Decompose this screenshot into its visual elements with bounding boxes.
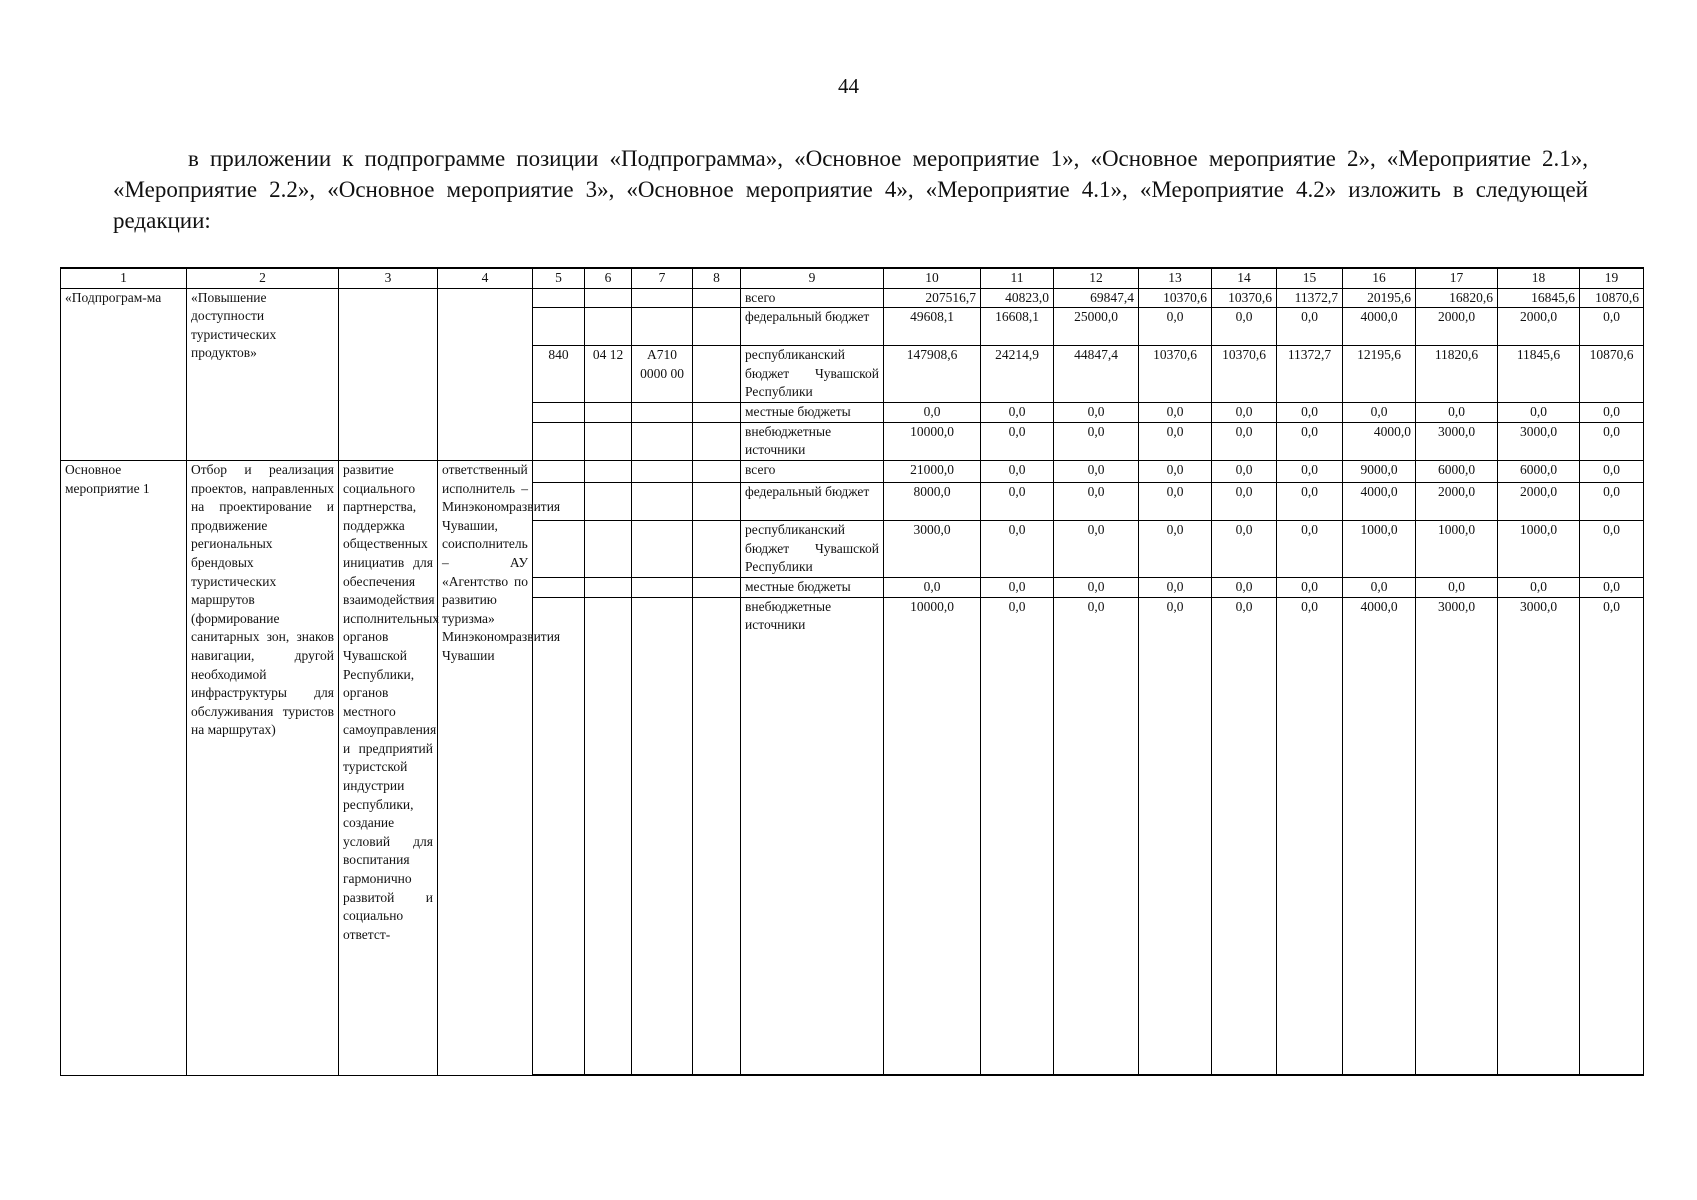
- amount: 16820,6: [1416, 288, 1498, 308]
- code-csr: [632, 403, 693, 423]
- amount: 0,0: [1277, 520, 1343, 577]
- amount: 0,0: [1212, 520, 1277, 577]
- amount: 0,0: [1277, 577, 1343, 597]
- amount: 3000,0: [1416, 597, 1498, 1075]
- code-csr: [632, 288, 693, 308]
- amount: 0,0: [1580, 520, 1644, 577]
- col-num: 4: [438, 268, 533, 288]
- code-grbs: [533, 520, 585, 577]
- col-num: 7: [632, 268, 693, 288]
- col-num: 16: [1343, 268, 1416, 288]
- amount: 0,0: [981, 403, 1054, 423]
- code-grbs: 840: [533, 346, 585, 403]
- amount: 11372,7: [1277, 288, 1343, 308]
- amount: 0,0: [1580, 482, 1644, 520]
- amount: 10370,6: [1139, 288, 1212, 308]
- amount: 20195,6: [1343, 288, 1416, 308]
- col-num: 11: [981, 268, 1054, 288]
- column-number-row: [61, 268, 1644, 288]
- code-vr: [693, 482, 741, 520]
- amount: 0,0: [1498, 577, 1580, 597]
- code-rzpr: [585, 422, 632, 460]
- code-csr: [632, 482, 693, 520]
- funding-source: федеральный бюджет: [741, 308, 884, 346]
- amount: 10000,0: [884, 422, 981, 460]
- amount: 10370,6: [1212, 288, 1277, 308]
- amount: 0,0: [1212, 422, 1277, 460]
- amount: 0,0: [1054, 460, 1139, 482]
- amount: 0,0: [1277, 422, 1343, 460]
- amount: 0,0: [1139, 308, 1212, 346]
- code-vr: [693, 520, 741, 577]
- col-num: 12: [1054, 268, 1139, 288]
- amount: 9000,0: [1343, 460, 1416, 482]
- amount: 2000,0: [1416, 308, 1498, 346]
- amount: 0,0: [1212, 597, 1277, 1075]
- amount: 1000,0: [1416, 520, 1498, 577]
- code-csr: [632, 597, 693, 1075]
- amount: 16845,6: [1498, 288, 1580, 308]
- amount: 3000,0: [1416, 422, 1498, 460]
- amount: 0,0: [1343, 403, 1416, 423]
- code-csr: А710 0000 00: [632, 346, 693, 403]
- amount: 0,0: [981, 422, 1054, 460]
- amount: 207516,7: [884, 288, 981, 308]
- amount: 24214,9: [981, 346, 1054, 403]
- code-grbs: [533, 288, 585, 308]
- amount: 3000,0: [1498, 422, 1580, 460]
- amount: 0,0: [1498, 403, 1580, 423]
- page-number: 44: [838, 74, 859, 98]
- code-vr: [693, 422, 741, 460]
- activity1-goal: развитие социального партнерства, поддержка общественных инициатив для обеспечения взаимодействия исполнительных органов Чувашской Республики, органов местного самоуправления и предприятий туристской индустрии республики, создание условий для воспитания гармонично развитой и социально ответст-: [339, 460, 438, 1075]
- code-csr: [632, 520, 693, 577]
- code-grbs: [533, 577, 585, 597]
- amount: 2000,0: [1416, 482, 1498, 520]
- amount: 4000,0: [1343, 597, 1416, 1075]
- amount: 0,0: [1580, 460, 1644, 482]
- code-csr: [632, 577, 693, 597]
- amount: 40823,0: [981, 288, 1054, 308]
- funding-source: республиканский бюджет Чувашской Республики: [741, 520, 884, 577]
- amount: 10870,6: [1580, 288, 1644, 308]
- amount: 0,0: [1139, 520, 1212, 577]
- amount: 0,0: [1054, 403, 1139, 423]
- amount: 0,0: [1277, 308, 1343, 346]
- funding-source: всего: [741, 460, 884, 482]
- amount: 0,0: [1343, 577, 1416, 597]
- amount: 0,0: [981, 460, 1054, 482]
- amount: 4000,0: [1343, 482, 1416, 520]
- code-rzpr: [585, 482, 632, 520]
- amount: 2000,0: [1498, 308, 1580, 346]
- col-num: 18: [1498, 268, 1580, 288]
- amount: 0,0: [1139, 482, 1212, 520]
- table-row: [61, 288, 1644, 308]
- col-num: 14: [1212, 268, 1277, 288]
- amount: 1000,0: [1498, 520, 1580, 577]
- amount: 0,0: [884, 577, 981, 597]
- amount: 0,0: [1139, 403, 1212, 423]
- subprogram-name: «Повышение доступности туристических продуктов»: [187, 288, 339, 460]
- amount: 0,0: [1416, 577, 1498, 597]
- code-grbs: [533, 597, 585, 1075]
- amount: 0,0: [981, 482, 1054, 520]
- amount: 0,0: [1277, 403, 1343, 423]
- funding-source: внебюджетные источники: [741, 422, 884, 460]
- amount: 4000,0: [1343, 422, 1416, 460]
- amount: 21000,0: [884, 460, 981, 482]
- amount: 0,0: [884, 403, 981, 423]
- amount: 4000,0: [1343, 308, 1416, 346]
- code-rzpr: [585, 597, 632, 1075]
- funding-source: местные бюджеты: [741, 403, 884, 423]
- funding-source: федеральный бюджет: [741, 482, 884, 520]
- amount: 8000,0: [884, 482, 981, 520]
- col-num: 6: [585, 268, 632, 288]
- amount: 0,0: [1416, 403, 1498, 423]
- amount: 10000,0: [884, 597, 981, 1075]
- code-grbs: [533, 460, 585, 482]
- code-rzpr: [585, 577, 632, 597]
- amount: 0,0: [1139, 422, 1212, 460]
- amount: 3000,0: [1498, 597, 1580, 1075]
- col-num: 1: [61, 268, 187, 288]
- code-rzpr: [585, 520, 632, 577]
- amount: 0,0: [1139, 460, 1212, 482]
- amount: 0,0: [1580, 577, 1644, 597]
- code-csr: [632, 308, 693, 346]
- amount: 16608,1: [981, 308, 1054, 346]
- col-num: 10: [884, 268, 981, 288]
- code-rzpr: [585, 308, 632, 346]
- amount: 11372,7: [1277, 346, 1343, 403]
- amount: 49608,1: [884, 308, 981, 346]
- col-num: 15: [1277, 268, 1343, 288]
- amount: 0,0: [981, 597, 1054, 1075]
- code-vr: [693, 460, 741, 482]
- amount: 0,0: [1054, 597, 1139, 1075]
- amount: 0,0: [1580, 403, 1644, 423]
- code-rzpr: [585, 288, 632, 308]
- col-num: 19: [1580, 268, 1644, 288]
- subprogram-goal: [339, 288, 438, 460]
- code-csr: [632, 422, 693, 460]
- code-grbs: [533, 403, 585, 423]
- amount: 0,0: [1580, 308, 1644, 346]
- col-num: 5: [533, 268, 585, 288]
- activity1-name: Отбор и реализация проектов, направленных на проектирование и продвижение региональных брендовых туристических маршрутов (формирование санитарных зон, знаков навигации, другой необходимой инфраструктуры для обслуживания туристов на маршрутах): [187, 460, 339, 1075]
- amount: 0,0: [1580, 597, 1644, 1075]
- amount: 0,0: [1054, 482, 1139, 520]
- amount: 3000,0: [884, 520, 981, 577]
- col-num: 3: [339, 268, 438, 288]
- amount: 0,0: [1054, 520, 1139, 577]
- amount: 2000,0: [1498, 482, 1580, 520]
- amount: 0,0: [981, 520, 1054, 577]
- amount: 0,0: [1139, 577, 1212, 597]
- amount: 11820,6: [1416, 346, 1498, 403]
- amount: 12195,6: [1343, 346, 1416, 403]
- col-num: 2: [187, 268, 339, 288]
- amount: 6000,0: [1416, 460, 1498, 482]
- amount: 0,0: [1212, 308, 1277, 346]
- col-num: 13: [1139, 268, 1212, 288]
- amount: 0,0: [1212, 482, 1277, 520]
- intro-paragraph: в приложении к подпрограмме позиции «Подпрограмма», «Основное мероприятие 1», «Основное мероприятие 2», «Мероприятие 2.1», «Мероприятие 2.2», «Основное мероприятие 3», «Основное мероприятие 4», «Мероприятие 4.1», «Мероприятие 4.2» изложить в следующей редакции:: [113, 146, 1588, 233]
- amount: 0,0: [1212, 577, 1277, 597]
- activity1-executor: ответственный исполнитель – Минэкономразвития Чувашии, соисполнитель – АУ «Агентство по развитию туризма» Минэкономразвития Чувашии: [438, 460, 533, 1075]
- col-num: 17: [1416, 268, 1498, 288]
- amount: 25000,0: [1054, 308, 1139, 346]
- amount: 6000,0: [1498, 460, 1580, 482]
- code-grbs: [533, 422, 585, 460]
- table-row: [61, 460, 1644, 482]
- subprogram-executor: [438, 288, 533, 460]
- amount: 10370,6: [1212, 346, 1277, 403]
- code-vr: [693, 577, 741, 597]
- code-csr: [632, 460, 693, 482]
- col-num: 9: [741, 268, 884, 288]
- amount: 0,0: [981, 577, 1054, 597]
- subprogram-status: «Подпрограм-ма: [61, 288, 187, 460]
- funding-source: всего: [741, 288, 884, 308]
- col-num: 8: [693, 268, 741, 288]
- amount: 11845,6: [1498, 346, 1580, 403]
- budget-table: [60, 267, 1644, 1076]
- code-rzpr: [585, 460, 632, 482]
- amount: 44847,4: [1054, 346, 1139, 403]
- amount: 0,0: [1277, 460, 1343, 482]
- amount: 0,0: [1277, 597, 1343, 1075]
- amount: 147908,6: [884, 346, 981, 403]
- amount: 0,0: [1054, 577, 1139, 597]
- amount: 1000,0: [1343, 520, 1416, 577]
- code-rzpr: [585, 403, 632, 423]
- code-grbs: [533, 308, 585, 346]
- code-vr: [693, 597, 741, 1075]
- code-vr: [693, 288, 741, 308]
- code-vr: [693, 308, 741, 346]
- amount: 0,0: [1277, 482, 1343, 520]
- amount: 0,0: [1212, 403, 1277, 423]
- amount: 0,0: [1139, 597, 1212, 1075]
- code-vr: [693, 346, 741, 403]
- funding-source: местные бюджеты: [741, 577, 884, 597]
- amount: 0,0: [1212, 460, 1277, 482]
- activity1-status: Основное мероприятие 1: [61, 460, 187, 1075]
- amount: 0,0: [1054, 422, 1139, 460]
- amount: 0,0: [1580, 422, 1644, 460]
- amount: 10870,6: [1580, 346, 1644, 403]
- amount: 10370,6: [1139, 346, 1212, 403]
- funding-source: внебюджетные источники: [741, 597, 884, 1075]
- amount: 69847,4: [1054, 288, 1139, 308]
- code-vr: [693, 403, 741, 423]
- funding-source: республиканский бюджет Чувашской Республики: [741, 346, 884, 403]
- code-rzpr: 04 12: [585, 346, 632, 403]
